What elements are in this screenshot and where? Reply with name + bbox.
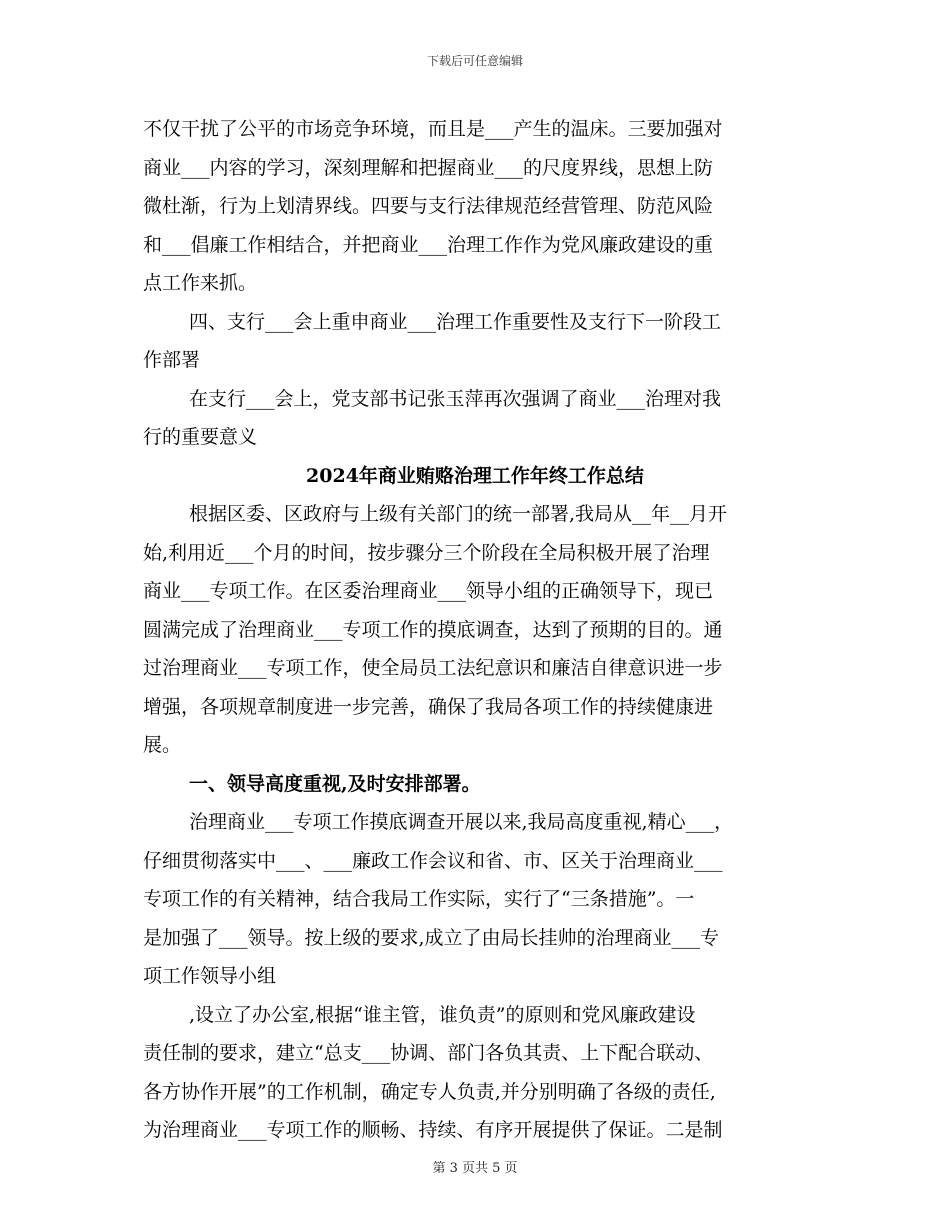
section-heading-line: 四、支行___会上重申商业___治理工作重要性及支行下一阶段工 [189,310,722,333]
body-line: 项工作领导小组 [143,965,277,987]
body-line: 是加强了___领导。按上级的要求,成立了由局长挂帅的治理商业___专 [143,926,720,949]
page-header: 下载后可任意编辑 [426,54,523,68]
section-heading-line: 作部署 [143,349,201,371]
body-line: 商业___专项工作。在区委治理商业___领导小组的正确领导下，现已 [143,580,714,602]
body-line: 增强，各项规章制度进一步完善，确保了我局各项工作的持续健康进 [143,695,714,718]
body-line: 商业___内容的学习，深刻理解和把握商业___的尺度界线，思想上防 [143,156,714,179]
body-line: 根据区委、区政府与上级有关部门的统一部署,我局从__年__月开 [189,503,728,525]
document-title: 2024年商业贿赂治理工作年终工作总结 [306,464,644,487]
body-line: 圆满完成了治理商业___专项工作的摸底调查，达到了预期的目的。通 [143,618,723,641]
body-line: 展。 [143,734,182,756]
document-body [143,110,807,1150]
body-line: 为治理商业___专项工作的顺畅、持续、有序开展提供了保证。二是制 [143,1119,723,1141]
body-line: 仔细贯彻落实中___、___廉政工作会议和省、市、区关于治理商业___ [143,849,723,872]
body-line: 始,利用近___个月的时间，按步骤分三个阶段在全局积极开展了治理 [143,541,710,564]
body-line: 行的重要意义 [143,426,258,448]
body-line: 专项工作的有关精神，结合我局工作实际，实行了“三条措施”。一 [143,888,695,910]
body-line: 在支行___会上，党支部书记张玉萍再次强调了商业___治理对我 [189,387,722,410]
body-line: 微杜渐，行为上划清界线。四要与支行法律规范经营管理、防范风险 [143,195,714,217]
body-line: ,设立了办公室,根据“谁主管，谁负责”的原则和党风廉政建设 [189,1003,696,1026]
body-line: 治理商业___专项工作摸底调查开展以来,我局高度重视,精心___， [189,811,734,833]
body-line: 各方协作开展”的工作机制，确定专人负责,并分别明确了各级的责任, [143,1080,716,1103]
section-heading: 一、领导高度重视,及时安排部署。 [189,772,481,795]
body-line: 点工作来抓。 [143,272,258,294]
body-line: 责任制的要求，建立“总支___协调、部门各负其责、上下配合联动、 [143,1042,714,1064]
body-line: 过治理商业___专项工作，使全局员工法纪意识和廉洁自律意识进一步 [143,657,723,679]
body-line: 不仅干扰了公平的市场竞争环境，而且是___产生的温床。三要加强对 [143,118,723,140]
body-line: 和___倡廉工作相结合，并把商业___治理工作作为党风廉政建设的重 [143,233,714,256]
page-footer: 第 3 页共 5 页 [432,1161,518,1176]
